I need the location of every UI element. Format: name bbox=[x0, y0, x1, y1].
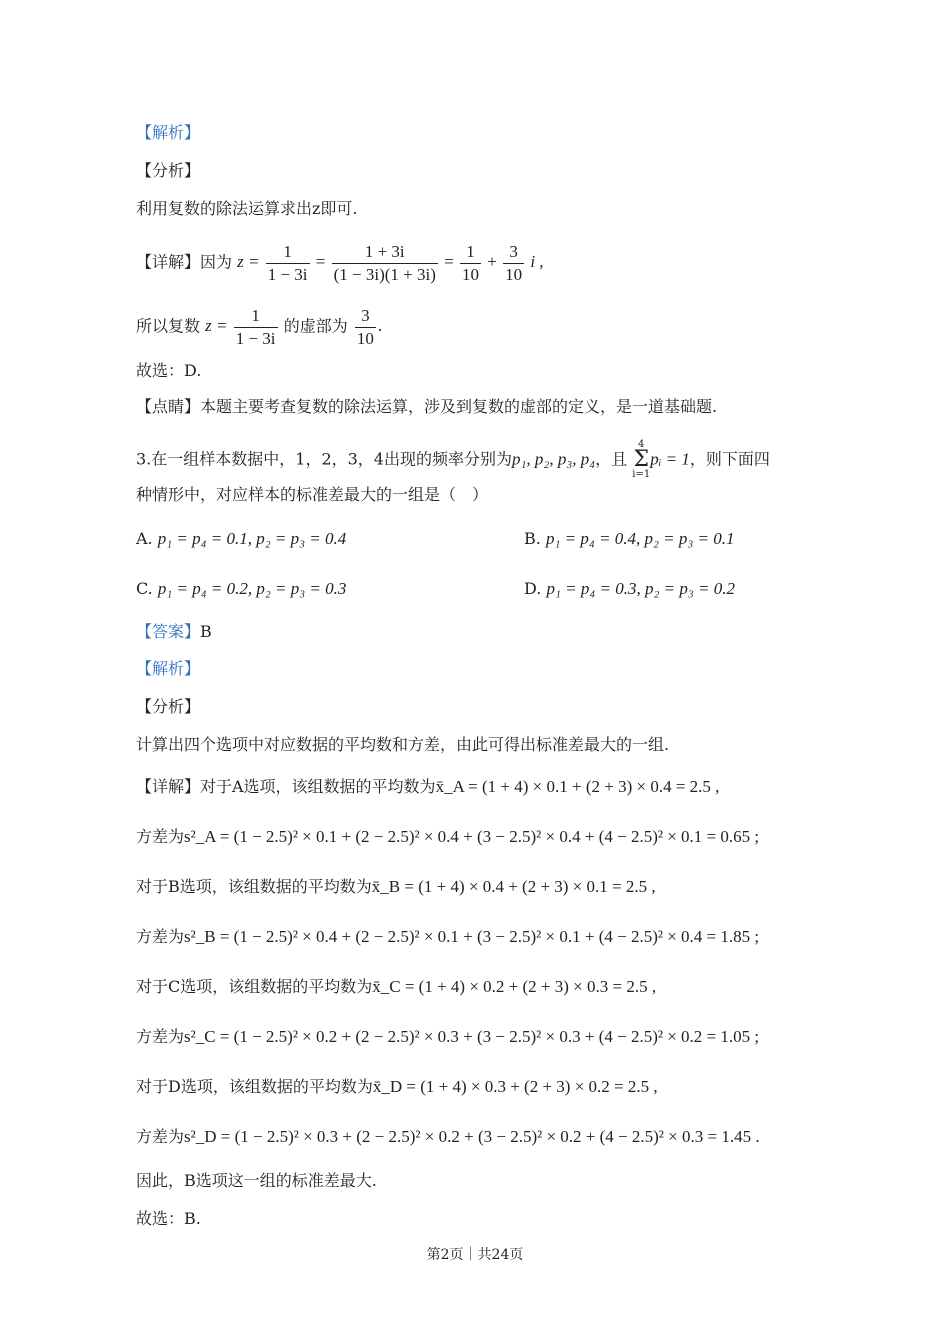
eq1-frac-3: $\frac{1}{10}$ bbox=[461, 242, 479, 284]
calc-line-3: 对于B选项，该组数据的平均数为x̄_B = (1 + 4) × 0.4 + (2 + 3) × 0.1 = 2.5 , bbox=[136, 877, 656, 896]
answer-row bbox=[136, 621, 212, 643]
question-3-line-2: 种情形中，对应样本的标准差最大的一组是（ ） bbox=[136, 485, 489, 504]
calc-line-4: 方差为s²_B = (1 − 2.5)² × 0.4 + (2 − 2.5)² × 0.1 + (3 − 2.5)² × 0.1 + (4 − 2.5)² × 0.4 = 1.85 ; bbox=[136, 927, 760, 946]
eq1-frac-1: $\frac{1}{1 - 3i}$ bbox=[267, 242, 308, 284]
imag-prefix: 所以复数 bbox=[136, 316, 201, 336]
answer-line-2: 故选：B. bbox=[136, 1209, 201, 1228]
equation-2: z = $\frac{1}{1 - 3i}$ bbox=[205, 306, 276, 348]
page-footer: 第2页｜共24页 bbox=[426, 1247, 524, 1263]
imag-part-line: 所以复数 z = $\frac{1}{1 - 3i}$ 的虚部为 $\frac{3}{10}$ . bbox=[136, 306, 383, 348]
sum-symbol: 4 Σ i=1 bbox=[632, 439, 651, 480]
answer-value: B bbox=[200, 622, 212, 641]
calc-line-1: 【详解】对于A选项，该组数据的平均数为x̄_A = (1 + 4) × 0.1 + (2 + 3) × 0.4 = 2.5 , bbox=[136, 777, 720, 796]
question-3-line-1: 3.在一组样本数据中，1，2，3，4出现的频率分别为p₁, p₂, p₃, p₄，且 4 Σ i=1pᵢ = 1，则下面四 bbox=[136, 439, 770, 480]
answer-line-1: 故选：D. bbox=[136, 361, 202, 380]
q3-ps: p₁, p₂, p₃, p₄ bbox=[512, 449, 596, 469]
option-c[interactable]: C. p₁ = p₄ = 0.2, p₂ = p₃ = 0.3 bbox=[136, 579, 347, 598]
analysis-text-2: 计算出四个选项中对应数据的平均数和方差，由此可得出标准差最大的一组. bbox=[136, 735, 670, 754]
analysis-text-1: 利用复数的除法运算求出z即可. bbox=[136, 199, 358, 218]
calc-line-6: 方差为s²_C = (1 − 2.5)² × 0.2 + (2 − 2.5)² × 0.3 + (3 − 2.5)² × 0.3 + (4 − 2.5)² × 0.2 = 1.05 ; bbox=[136, 1027, 760, 1046]
option-d[interactable]: D. p₁ = p₄ = 0.3, p₂ = p₃ = 0.2 bbox=[524, 579, 735, 598]
calc-line-2: 方差为s²_A = (1 − 2.5)² × 0.1 + (2 − 2.5)² × 0.4 + (3 − 2.5)² × 0.4 + (4 − 2.5)² × 0.1 = 0.65 ; bbox=[136, 827, 760, 846]
imag-mid: 的虚部为 bbox=[283, 316, 348, 336]
calc-line-5: 对于C选项，该组数据的平均数为x̄_C = (1 + 4) × 0.2 + (2 + 3) × 0.3 = 2.5 , bbox=[136, 977, 657, 996]
option-a[interactable]: A. p₁ = p₄ = 0.1, p₂ = p₃ = 0.4 bbox=[136, 529, 347, 548]
section-jiexi-1: 【解析】 bbox=[136, 123, 201, 142]
dianjing-note: 【点睛】本题主要考查复数的除法运算，涉及到复数的虚部的定义，是一道基础题. bbox=[136, 397, 718, 416]
q3-prefix: 3.在一组样本数据中，1，2，3，4出现的频率分别为 bbox=[136, 449, 512, 469]
option-b[interactable]: B. p₁ = p₄ = 0.4, p₂ = p₃ = 0.1 bbox=[524, 529, 735, 548]
calc-line-8: 方差为s²_D = (1 − 2.5)² × 0.3 + (2 − 2.5)² × 0.2 + (3 − 2.5)² × 0.2 + (4 − 2.5)² × 0.3 = 1.45 . bbox=[136, 1127, 760, 1146]
detail-prefix: 因为 bbox=[200, 252, 233, 272]
eq1-plus: + bbox=[487, 252, 497, 272]
detail-line-1 bbox=[136, 242, 544, 285]
eq1-lhs: z = bbox=[237, 252, 260, 272]
section-fenxi-1: 【分析】 bbox=[136, 161, 201, 180]
eq1-frac-4: $\frac{3}{10}$ bbox=[505, 242, 523, 284]
conclusion: 因此，B选项这一组的标准差最大. bbox=[136, 1171, 377, 1190]
equation-1 bbox=[237, 242, 544, 284]
section-fenxi-2: 【分析】 bbox=[136, 697, 201, 716]
calc-line-7: 对于D选项，该组数据的平均数为x̄_D = (1 + 4) × 0.3 + (2 + 3) × 0.2 = 2.5 , bbox=[136, 1077, 658, 1096]
answer-label: 【答案】 bbox=[136, 622, 201, 641]
eq1-tail: i , bbox=[530, 252, 544, 272]
section-jiexi-2: 【解析】 bbox=[136, 659, 201, 678]
detail-label: 【详解】 bbox=[136, 252, 201, 272]
eq1-equals: = bbox=[315, 252, 326, 272]
eq1-frac-2: $\frac{1 + 3i}{(1 - 3i)(1 + 3i)}$ bbox=[333, 242, 436, 284]
eq1-equals-2: = bbox=[444, 252, 454, 272]
